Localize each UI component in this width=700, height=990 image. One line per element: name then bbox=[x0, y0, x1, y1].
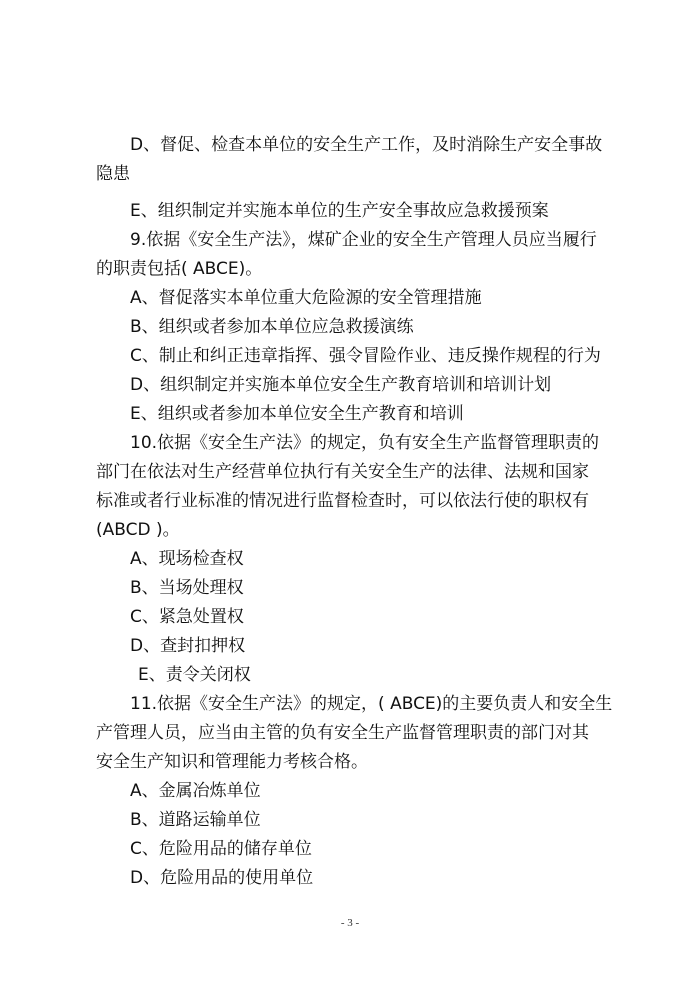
q10-option-d: D、查封扣押权 bbox=[130, 636, 246, 656]
q9-option-c: C、制止和纠正违章指挥、强令冒险作业、违反操作规程的行为 bbox=[130, 346, 601, 366]
q11-option-b: B、道路运输单位 bbox=[130, 810, 261, 830]
question-9-line-2: 的职责包括( ABCE)。 bbox=[96, 259, 263, 279]
q9-option-a: A、督促落实本单位重大危险源的安全管理措施 bbox=[130, 288, 482, 308]
question-10-line-3: 标准或者行业标准的情况进行监督检查时，可以依法行使的职权有 bbox=[96, 491, 589, 511]
q10-option-a: A、现场检查权 bbox=[130, 549, 244, 569]
q9-option-b: B、组织或者参加本单位应急救援演练 bbox=[130, 317, 414, 337]
q9-option-d: D、组织制定并实施本单位安全生产教育培训和培训计划 bbox=[130, 375, 552, 395]
q11-option-c: C、危险用品的储存单位 bbox=[130, 839, 312, 859]
q9-option-e: E、组织或者参加本单位安全生产教育和培训 bbox=[130, 404, 464, 424]
q11-option-d: D、危险用品的使用单位 bbox=[130, 868, 314, 888]
q10-option-b: B、当场处理权 bbox=[130, 578, 244, 598]
question-11-line-1: 11.依据《安全生产法》的规定，( ABCE)的主要负责人和安全生 bbox=[130, 694, 613, 714]
question-11-line-3: 安全生产知识和管理能力考核合格。 bbox=[96, 752, 368, 772]
question-11-line-2: 产管理人员，应当由主管的负有安全生产监督管理职责的部门对其 bbox=[96, 723, 589, 743]
q10-option-c: C、紧急处置权 bbox=[130, 607, 244, 627]
question-10-line-1: 10.依据《安全生产法》的规定，负有安全生产监督管理职责的 bbox=[130, 433, 600, 453]
question-10-line-4: (ABCD )。 bbox=[96, 520, 180, 540]
page-number: - 3 - bbox=[340, 917, 360, 929]
option-d-line-2: 隐患 bbox=[96, 164, 130, 184]
q10-option-e: E、责令关闭权 bbox=[138, 665, 251, 685]
document-body bbox=[96, 131, 616, 893]
q11-option-a: A、金属冶炼单位 bbox=[130, 781, 261, 801]
question-9-line-1: 9.依据《安全生产法》，煤矿企业的安全生产管理人员应当履行 bbox=[130, 230, 597, 250]
option-d-line-1: D、督促、检查本单位的安全生产工作，及时消除生产安全事故 bbox=[130, 135, 603, 155]
option-e: E、组织制定并实施本单位的生产安全事故应急救援预案 bbox=[130, 201, 549, 221]
question-10-line-2: 部门在依法对生产经营单位执行有关安全生产的法律、法规和国家 bbox=[96, 462, 589, 482]
